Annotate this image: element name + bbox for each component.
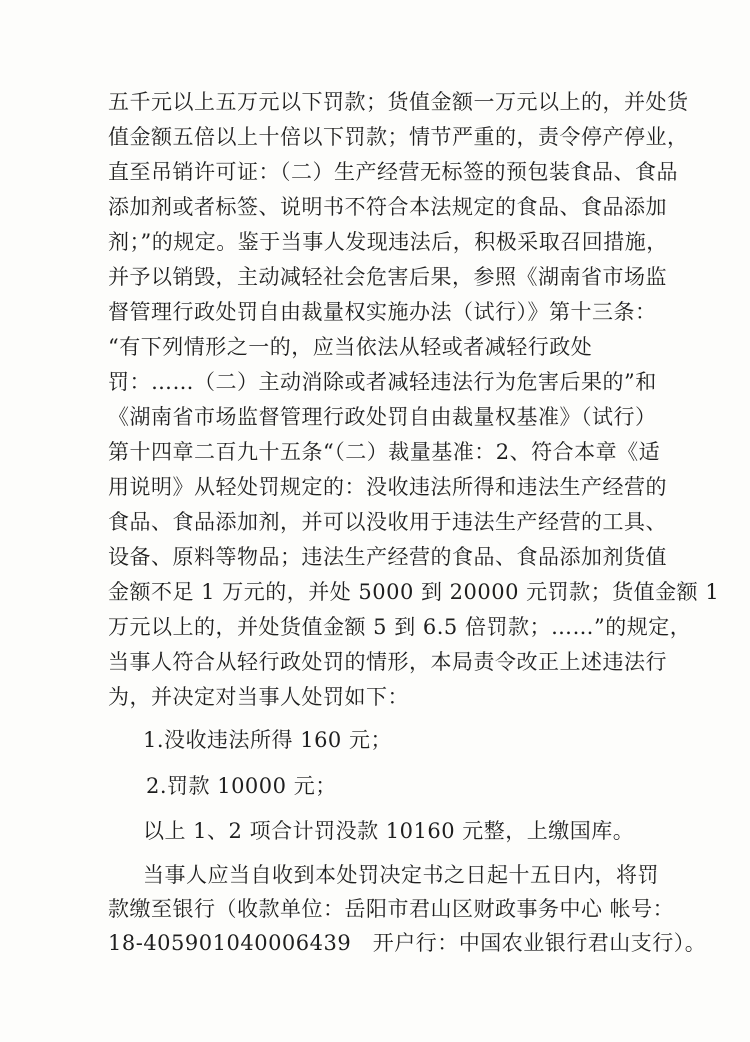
paragraph-line: 金额不足 1 万元的，并处 5000 到 20000 元罚款；货值金额 1 <box>108 580 720 604</box>
paragraph-line: “有下列情形之一的，应当依法从轻或者减轻行政处 <box>108 335 593 359</box>
paragraph-line: 添加剂或者标签、说明书不符合本法规定的食品、食品添加 <box>108 195 667 219</box>
paragraph-line: 剂；”的规定。鉴于当事人发现违法后，积极采取召回措施， <box>108 230 668 254</box>
penalty-item-confiscation: 1.没收违法所得 160 元； <box>143 728 392 752</box>
payment-account-line: 18-405901040006439 开户行：中国农业银行君山支行）。 <box>108 931 707 955</box>
paragraph-line: 食品、食品添加剂，并可以没收用于违法生产经营的工具、 <box>108 510 667 534</box>
penalty-item-fine: 2.罚款 10000 元； <box>146 774 337 798</box>
paragraph-line: 值金额五倍以上十倍以下罚款；情节严重的，责令停产停业， <box>108 125 689 149</box>
paragraph-line: 万元以上的，并处货值金额 5 到 6.5 倍罚款；……”的规定， <box>108 615 692 639</box>
paragraph-line: 罚：……（二）主动消除或者减轻违法行为危害后果的”和 <box>108 370 657 394</box>
payment-line: 款缴至银行（收款单位：岳阳市君山区财政事务中心 帐号： <box>108 897 675 921</box>
paragraph-line: 五千元以上五万元以下罚款；货值金额一万元以上的，并处货 <box>108 90 689 114</box>
paragraph-line: 用说明》从轻处罚规定的：没收违法所得和违法生产经营的 <box>108 475 667 499</box>
paragraph-line: 第十四章二百九十五条“（二）裁量基准：2、符合本章《适 <box>108 440 661 464</box>
paragraph-line: 《湖南省市场监督管理行政处罚自由裁量权基准》（试行） <box>108 405 657 429</box>
paragraph-line: 并予以销毁，主动减轻社会危害后果，参照《湖南省市场监 <box>108 265 667 289</box>
payment-line: 当事人应当自收到本处罚决定书之日起十五日内，将罚 <box>143 863 659 887</box>
paragraph-line: 为，并决定对当事人处罚如下： <box>108 685 409 709</box>
paragraph-line: 督管理行政处罚自由裁量权实施办法（试行）》第十三条： <box>108 300 657 324</box>
paragraph-line: 设备、原料等物品；违法生产经营的食品、食品添加剂货值 <box>108 545 667 569</box>
paragraph-line: 当事人符合从轻行政处罚的情形，本局责令改正上述违法行 <box>108 650 667 674</box>
paragraph-line: 直至吊销许可证：（二）生产经营无标签的预包装食品、食品 <box>108 160 678 184</box>
total-penalty-line: 以上 1、2 项合计罚没款 10160 元整，上缴国库。 <box>143 819 635 843</box>
